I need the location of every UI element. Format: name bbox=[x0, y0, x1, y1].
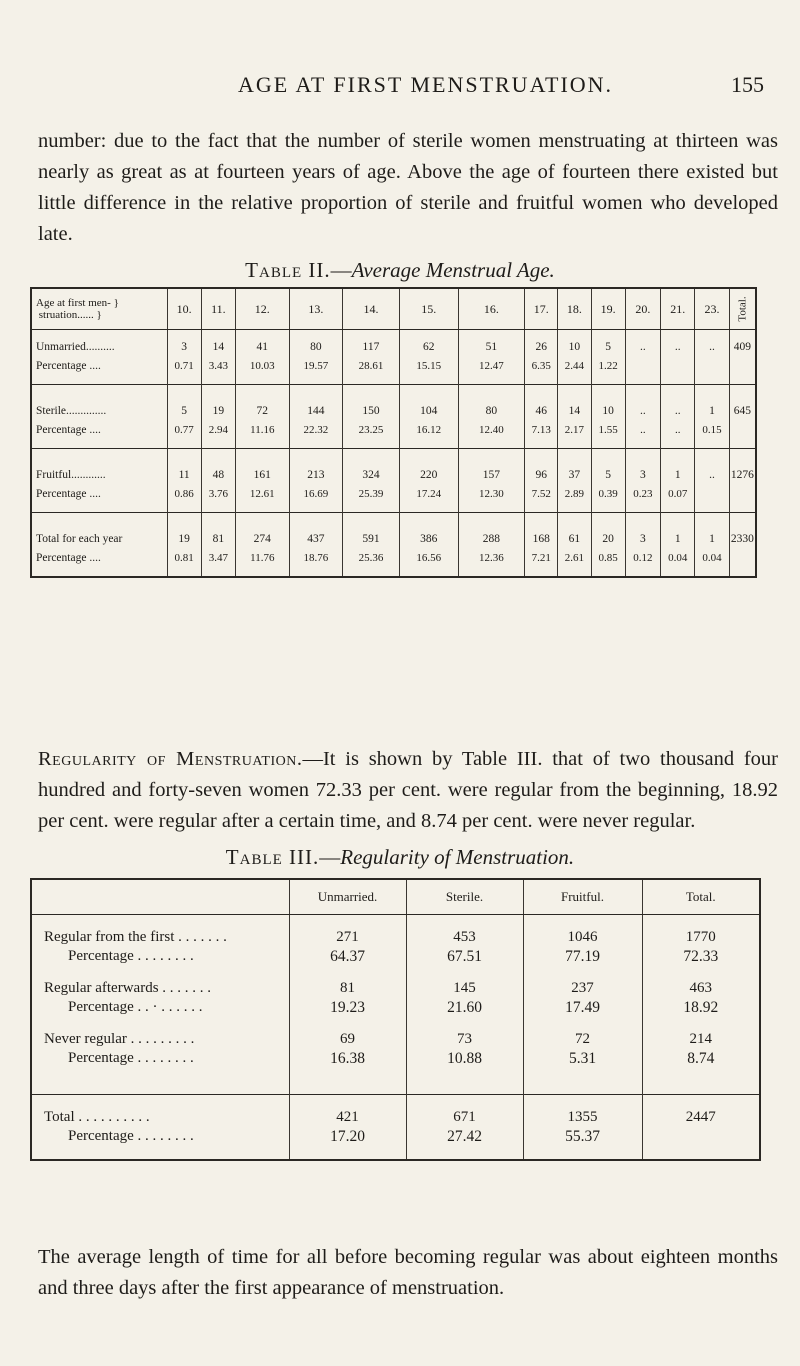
table2-cell: 51 bbox=[458, 330, 524, 359]
table2-cell: 12.36 bbox=[458, 550, 524, 577]
table3-cell bbox=[642, 1127, 760, 1146]
table3-cell: 55.37 bbox=[523, 1127, 642, 1146]
table3-cell: 73 bbox=[406, 1030, 523, 1049]
table3-row-label: Percentage . . · . . . . . . bbox=[68, 999, 203, 1015]
table2-cell: 2.61 bbox=[558, 550, 591, 577]
table2-average-menstrual-age bbox=[30, 287, 757, 578]
table2-row-label: Percentage .... bbox=[31, 550, 167, 577]
table3-caption-title: Regularity of Menstruation. bbox=[340, 845, 575, 869]
table2-cell: 2.94 bbox=[201, 422, 235, 449]
table2-cell: 11 bbox=[167, 458, 201, 486]
table2-cell: 18.76 bbox=[289, 550, 343, 577]
table3-row-label: Regular afterwards . . . . . . . bbox=[44, 980, 212, 996]
table2-spacer-row bbox=[31, 513, 756, 523]
table2-col-head: 23. bbox=[695, 288, 729, 330]
table3-spacer-row bbox=[31, 1146, 760, 1160]
table2-percentage-row bbox=[31, 550, 756, 577]
table2-col-head: 21. bbox=[661, 288, 695, 330]
table2-col-head: 12. bbox=[236, 288, 290, 330]
table2-cell: 19.57 bbox=[289, 358, 343, 385]
table2-cell: 591 bbox=[343, 522, 400, 550]
table2-cell: 1.55 bbox=[591, 422, 625, 449]
table2-caption-lead: Table II. bbox=[245, 258, 331, 282]
table2-cell: 324 bbox=[343, 458, 400, 486]
table2-col-head: 17. bbox=[525, 288, 558, 330]
table3-cell: 72.33 bbox=[642, 947, 760, 966]
table2-cell: 2.89 bbox=[558, 486, 591, 513]
table2-cell: 1 bbox=[661, 458, 695, 486]
table3-spacer-row bbox=[31, 1068, 760, 1081]
table2-cell: .. bbox=[661, 330, 695, 359]
table2-col-head: 14. bbox=[343, 288, 400, 330]
table3-percentage-row bbox=[31, 947, 760, 966]
table3-corner bbox=[31, 879, 289, 915]
table2-cell: 26 bbox=[525, 330, 558, 359]
table2-cell: 1 bbox=[695, 522, 729, 550]
table2-cell bbox=[729, 422, 756, 449]
table2-cell: 0.23 bbox=[625, 486, 660, 513]
table2-cell: 144 bbox=[289, 394, 343, 422]
table3-cell: 214 bbox=[642, 1030, 760, 1049]
table2-cell: 168 bbox=[525, 522, 558, 550]
paragraph-conclusion: The average length of time for all before becoming regular was about eighteen months and three days after the first appearance of menstruation. bbox=[38, 1246, 778, 1299]
table2-cell: 3 bbox=[167, 330, 201, 359]
table2-cell: 1276 bbox=[729, 458, 756, 486]
table2-cell bbox=[695, 486, 729, 513]
table3-cell: 81 bbox=[289, 979, 406, 998]
table2-cell: 12.30 bbox=[458, 486, 524, 513]
table2-col-head: 10. bbox=[167, 288, 201, 330]
table2-cell: 7.13 bbox=[525, 422, 558, 449]
table2-cell bbox=[661, 358, 695, 385]
table3-cell: 19.23 bbox=[289, 998, 406, 1017]
table2-cell: 0.07 bbox=[661, 486, 695, 513]
table3-col-head: Total. bbox=[642, 879, 760, 915]
table3-count-row bbox=[31, 1030, 760, 1049]
table2-cell: 150 bbox=[343, 394, 400, 422]
table2-body bbox=[31, 330, 756, 578]
table2-cell: 0.77 bbox=[167, 422, 201, 449]
table3-percentage-row bbox=[31, 1049, 760, 1068]
table2-cell: 11.16 bbox=[236, 422, 290, 449]
table3-row-label: Regular from the first . . . . . . . bbox=[44, 929, 227, 945]
table3-cell: 10.88 bbox=[406, 1049, 523, 1068]
table2-count-row bbox=[31, 330, 756, 359]
table3-cell: 17.49 bbox=[523, 998, 642, 1017]
table3-spacer-row bbox=[31, 1081, 760, 1095]
paragraph-regularity-lead: Regularity of Menstruation. bbox=[38, 748, 303, 770]
table2-col-head: 13. bbox=[289, 288, 343, 330]
running-head bbox=[120, 72, 764, 98]
table2-cell: 62 bbox=[399, 330, 458, 359]
table2-cell: 437 bbox=[289, 522, 343, 550]
table2-cell: 22.32 bbox=[289, 422, 343, 449]
table3-cell: 463 bbox=[642, 979, 760, 998]
table2-cell: .. bbox=[661, 394, 695, 422]
table2-cell: 220 bbox=[399, 458, 458, 486]
table2-cell: 5 bbox=[167, 394, 201, 422]
table2-cell bbox=[729, 486, 756, 513]
table2-cell: 14 bbox=[201, 330, 235, 359]
table2-cell: .. bbox=[625, 330, 660, 359]
table3-cell: 17.20 bbox=[289, 1127, 406, 1146]
table2-cell: 25.36 bbox=[343, 550, 400, 577]
table2-cell: 2330 bbox=[729, 522, 756, 550]
table2-caption-title: Average Menstrual Age. bbox=[351, 258, 555, 282]
table3-cell: 16.38 bbox=[289, 1049, 406, 1068]
table2-col-head: 20. bbox=[625, 288, 660, 330]
table2-cell: 72 bbox=[236, 394, 290, 422]
table2-cell: 19 bbox=[201, 394, 235, 422]
table2-cell: 20 bbox=[591, 522, 625, 550]
table2-cell: 5 bbox=[591, 458, 625, 486]
table2-spacer-row bbox=[31, 449, 756, 459]
table2-row-label: Percentage .... bbox=[31, 358, 167, 385]
table2-cell: 3.76 bbox=[201, 486, 235, 513]
table2-cell: 80 bbox=[458, 394, 524, 422]
table2-cell: 19 bbox=[167, 522, 201, 550]
table2-cell: 7.52 bbox=[525, 486, 558, 513]
table3-count-row bbox=[31, 979, 760, 998]
table2-cell: .. bbox=[625, 394, 660, 422]
table3-spacer-row bbox=[31, 1017, 760, 1030]
table2-cell: 7.21 bbox=[525, 550, 558, 577]
table3-cell: 1355 bbox=[523, 1108, 642, 1127]
table3-row-label: Percentage . . . . . . . . bbox=[68, 948, 194, 964]
table2-cell: 409 bbox=[729, 330, 756, 359]
table2-cell: 5 bbox=[591, 330, 625, 359]
table3-row-label: Never regular . . . . . . . . . bbox=[44, 1031, 195, 1047]
table3-cell: 64.37 bbox=[289, 947, 406, 966]
table3-cell: 27.42 bbox=[406, 1127, 523, 1146]
table2-cell: .. bbox=[661, 422, 695, 449]
table3-cell: 145 bbox=[406, 979, 523, 998]
table2-cell: 12.40 bbox=[458, 422, 524, 449]
table2-cell bbox=[729, 550, 756, 577]
table2-cell: 0.39 bbox=[591, 486, 625, 513]
table2-cell: 288 bbox=[458, 522, 524, 550]
table2-row-label: Total for each year bbox=[31, 522, 167, 550]
table2-row-label: Unmarried.......... bbox=[31, 330, 167, 359]
table2-cell: 25.39 bbox=[343, 486, 400, 513]
table2-cell: 2.17 bbox=[558, 422, 591, 449]
table2-cell bbox=[625, 358, 660, 385]
table3-body bbox=[31, 915, 760, 1161]
table2-cell: 14 bbox=[558, 394, 591, 422]
table2-cell: 16.69 bbox=[289, 486, 343, 513]
table2-cell: 12.61 bbox=[236, 486, 290, 513]
table3-caption-lead: Table III. bbox=[225, 845, 320, 869]
table2-row-label: Fruitful............ bbox=[31, 458, 167, 486]
paragraph-regularity bbox=[38, 744, 778, 837]
table3-cell: 421 bbox=[289, 1108, 406, 1127]
table3-row-label: Percentage . . . . . . . . bbox=[68, 1050, 194, 1066]
table3-caption: Table III.—Regularity of Menstruation. bbox=[225, 845, 575, 869]
table2-cell: 213 bbox=[289, 458, 343, 486]
table2-cell: .. bbox=[625, 422, 660, 449]
table2-cell bbox=[695, 358, 729, 385]
table2-count-row bbox=[31, 458, 756, 486]
table3-cell: 237 bbox=[523, 979, 642, 998]
table3-cell: 18.92 bbox=[642, 998, 760, 1017]
table2-percentage-row bbox=[31, 358, 756, 385]
table2-cell: 1 bbox=[695, 394, 729, 422]
table2-cell: 386 bbox=[399, 522, 458, 550]
table2-cell: 274 bbox=[236, 522, 290, 550]
table2-cell: 3.47 bbox=[201, 550, 235, 577]
running-title: AGE AT FIRST MENSTRUATION. bbox=[237, 72, 614, 97]
table2-cell: 157 bbox=[458, 458, 524, 486]
table2-col-head: 16. bbox=[458, 288, 524, 330]
table2-cell: 0.81 bbox=[167, 550, 201, 577]
table3-cell: 671 bbox=[406, 1108, 523, 1127]
table3-cell: 67.51 bbox=[406, 947, 523, 966]
table2-cell: 645 bbox=[729, 394, 756, 422]
table2-cell: 28.61 bbox=[343, 358, 400, 385]
table3-spacer-row bbox=[31, 966, 760, 979]
table3-col-head: Sterile. bbox=[406, 879, 523, 915]
table3-count-row bbox=[31, 928, 760, 947]
table2-cell: 0.04 bbox=[661, 550, 695, 577]
table2-col-head: 18. bbox=[558, 288, 591, 330]
table2-cell: 80 bbox=[289, 330, 343, 359]
table2-cell: .. bbox=[695, 330, 729, 359]
table2-cell: 0.12 bbox=[625, 550, 660, 577]
table2-cell: 0.85 bbox=[591, 550, 625, 577]
table3-cell: 72 bbox=[523, 1030, 642, 1049]
table2-row-label: Percentage .... bbox=[31, 422, 167, 449]
table2-cell: 0.04 bbox=[695, 550, 729, 577]
table2-percentage-row bbox=[31, 486, 756, 513]
table2-cell: 161 bbox=[236, 458, 290, 486]
table3-col-head: Unmarried. bbox=[289, 879, 406, 915]
table2-cell: 1.22 bbox=[591, 358, 625, 385]
table2-cell: 10 bbox=[558, 330, 591, 359]
table3-row-label: Percentage . . . . . . . . bbox=[68, 1128, 194, 1144]
table2-cell: 1 bbox=[661, 522, 695, 550]
table2-cell: 6.35 bbox=[525, 358, 558, 385]
table2-cell: 16.12 bbox=[399, 422, 458, 449]
table2-cell: 23.25 bbox=[343, 422, 400, 449]
table2-cell: 17.24 bbox=[399, 486, 458, 513]
table2-cell: 3 bbox=[625, 458, 660, 486]
table2-col-head: 15. bbox=[399, 288, 458, 330]
table2-corner-label: Age at first men- } struation...... } bbox=[31, 288, 167, 330]
table2-cell: 0.71 bbox=[167, 358, 201, 385]
table3-cell: 77.19 bbox=[523, 947, 642, 966]
paragraph-regularity-text: —It is shown by Table III. that of two thousand four hundred and forty-seven women 72.33 per cent. were regular from the beginning, 18.92 per cent. were regular after a certain time, and 8.74 per cent. were never regular. bbox=[38, 748, 778, 832]
table3-cell: 1046 bbox=[523, 928, 642, 947]
page-number: 155 bbox=[731, 72, 764, 97]
table2-cell: 10 bbox=[591, 394, 625, 422]
table3-col-head: Fruitful. bbox=[523, 879, 642, 915]
table2-header-row bbox=[31, 288, 756, 330]
table2-cell: 81 bbox=[201, 522, 235, 550]
table3-count-row bbox=[31, 1108, 760, 1127]
table2-cell: 16.56 bbox=[399, 550, 458, 577]
table3-cell: 453 bbox=[406, 928, 523, 947]
table2-cell: 96 bbox=[525, 458, 558, 486]
table3-cell: 5.31 bbox=[523, 1049, 642, 1068]
table3-percentage-row bbox=[31, 998, 760, 1017]
table2-cell: 37 bbox=[558, 458, 591, 486]
table3-cell: 1770 bbox=[642, 928, 760, 947]
table3-row-label: Total . . . . . . . . . . bbox=[44, 1109, 150, 1125]
table2-cell: 41 bbox=[236, 330, 290, 359]
table2-spacer-row bbox=[31, 385, 756, 395]
table2-cell: 11.76 bbox=[236, 550, 290, 577]
table2-cell: 117 bbox=[343, 330, 400, 359]
table2-cell: 61 bbox=[558, 522, 591, 550]
table3-cell: 69 bbox=[289, 1030, 406, 1049]
table2-cell: 104 bbox=[399, 394, 458, 422]
table2-cell: 3.43 bbox=[201, 358, 235, 385]
table2-cell: 2.44 bbox=[558, 358, 591, 385]
table2-cell: 3 bbox=[625, 522, 660, 550]
table2-row-label: Percentage .... bbox=[31, 486, 167, 513]
table2-cell: 0.86 bbox=[167, 486, 201, 513]
table2-cell: 10.03 bbox=[236, 358, 290, 385]
table3-cell: 8.74 bbox=[642, 1049, 760, 1068]
table2-count-row bbox=[31, 522, 756, 550]
table3-header-row bbox=[31, 879, 760, 915]
table2-cell bbox=[729, 358, 756, 385]
table3-cell: 21.60 bbox=[406, 998, 523, 1017]
table2-col-head: 11. bbox=[201, 288, 235, 330]
table2-col-head-total: Total. bbox=[729, 288, 756, 330]
table3-cell: 271 bbox=[289, 928, 406, 947]
table2-cell: .. bbox=[695, 458, 729, 486]
table3-percentage-row bbox=[31, 1127, 760, 1146]
table2-cell: 12.47 bbox=[458, 358, 524, 385]
table3-spacer-row bbox=[31, 1095, 760, 1109]
table2-row-label: Sterile.............. bbox=[31, 394, 167, 422]
table2-cell: 48 bbox=[201, 458, 235, 486]
table2-cell: 46 bbox=[525, 394, 558, 422]
table2-col-head: 19. bbox=[591, 288, 625, 330]
table2-caption: Table II.—Average Menstrual Age. bbox=[245, 258, 555, 282]
table2-percentage-row bbox=[31, 422, 756, 449]
table2-cell: 15.15 bbox=[399, 358, 458, 385]
table3-regularity bbox=[30, 878, 761, 1161]
table2-count-row bbox=[31, 394, 756, 422]
table3-spacer-row bbox=[31, 915, 760, 929]
table2-cell: 0.15 bbox=[695, 422, 729, 449]
table3-cell: 2447 bbox=[642, 1108, 760, 1127]
paragraph-intro: number: due to the fact that the number of sterile women menstruating at thirteen was nearly as great as at fourteen years of age. Above the age of fourteen there existed but little difference in the relative proportion of sterile and fruitful women who developed late. bbox=[38, 130, 778, 245]
